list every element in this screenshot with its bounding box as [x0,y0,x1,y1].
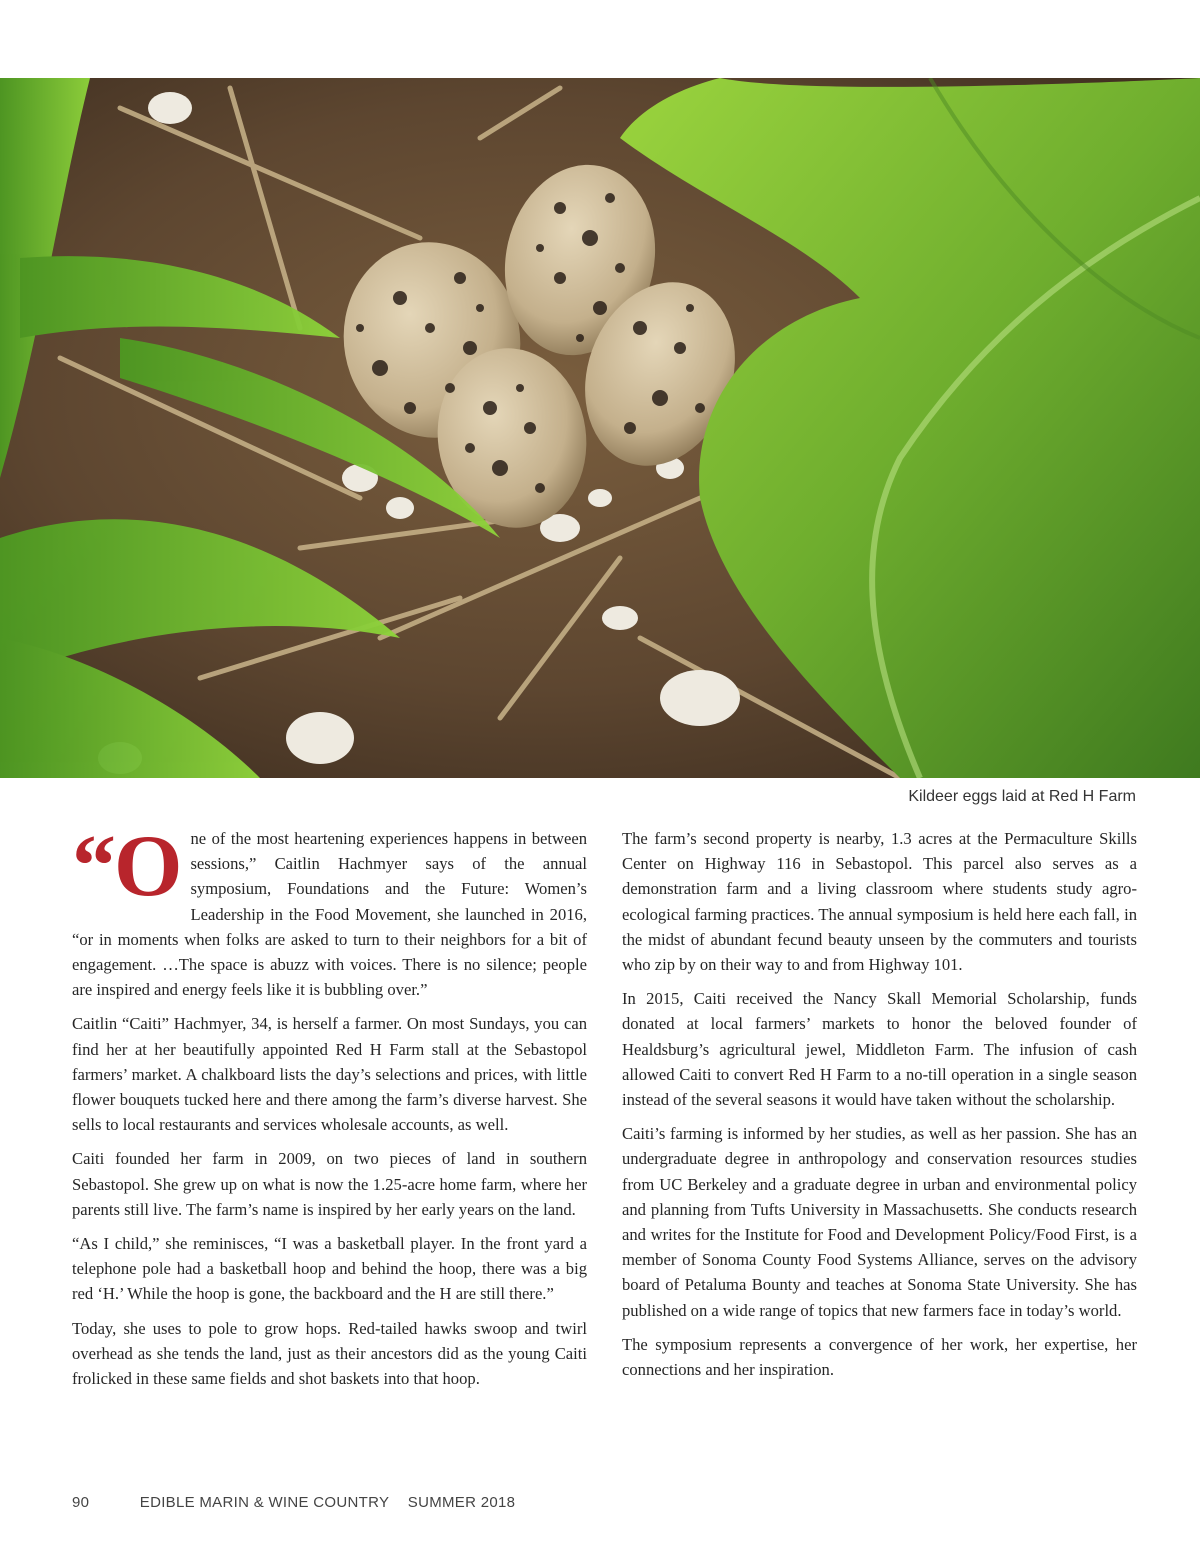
article-paragraph: “As I child,” she reminisces, “I was a basketball player. In the front yard a telephone pole had a basketball hoop and behind the hoop, there was a big red ‘H.’ While the hoop is gone, the backboard and the H are still there.” [72,1234,587,1304]
article-paragraph: The symposium represents a convergence of her work, her expertise, her connections and her inspiration. [622,1334,1137,1380]
article-paragraph: Caiti’s farming is informed by her studies, as well as her passion. She has an undergraduate degree in anthropology and conservation resources studies from UC Berkeley and a graduate degree in urban and environmental policy and planning from Tufts University in Massachusetts. She conducts research and writes for the Institute for Food and Development Policy/Food First, is a member of Sonoma County Food Systems Alliance, serves on the advisory board of Petaluma Bounty and teaches at Sonoma State University. She has published on a wide range of topics that new farmers face in today’s world. [622,1124,1137,1320]
article-paragraph: Caiti founded her farm in 2009, on two pieces of land in southern Sebastopol. She grew up on what is now the 1.25-acre home farm, where her parents still live. The farm’s name is inspired by her early years on the land. [72,1149,587,1219]
article-column-left [72,818,587,1400]
publication-name: EDIBLE MARIN & WINE COUNTRY [139,1494,390,1511]
issue-date: SUMMER 2018 [407,1494,516,1511]
photo-caption: Kildeer eggs laid at Red H Farm [908,788,1136,805]
article-paragraph: The farm’s second property is nearby, 1.3 acres at the Permaculture Skills Center on Highway 116 in Sebastopol. This parcel also serves as a demonstration farm and a living classroom where students study agro-ecological farming practices. The annual symposium is held here each fall, in the midst of abundant fecund beauty unseen by the commuters and tourists who zip by on their way to and from Highway 101. [622,829,1137,975]
nest-illustration [0,78,1200,778]
drop-cap: “O [72,818,181,915]
hero-photo [0,78,1200,778]
article-paragraph: Caitlin “Caiti” Hachmyer, 34, is herself a farmer. On most Sundays, you can find her at her beautifully appointed Red H Farm stall at the Sebastopol farmers’ market. A chalkboard lists the day’s selections and prices, with little flower bouquets tucked here and there among the farm’s diverse harvest. She sells to local restaurants and services wholesale accounts, as well. [72,1014,587,1135]
article-paragraph: In 2015, Caiti received the Nancy Skall Memorial Scholarship, funds donated at local farmers’ markets to honor the beloved founder of Healdsburg’s agricultural jewel, Middleton Farm. The infusion of cash allowed Caiti to convert Red H Farm to a no-till operation in a single season instead of the several seasons it would have taken without the scholarship. [622,989,1137,1110]
article-paragraph: Today, she uses to pole to grow hops. Red-tailed hawks swoop and twirl overhead as she tends the land, just as their ancestors did as the young Caiti frolicked in these same fields and shot baskets into that hoop. [72,1318,587,1389]
article-paragraph [72,818,587,1002]
paragraph-text: ne of the most heartening experiences happens in between sessions,” Caitlin Hachmyer says of the annual symposium, Foundations and the Future: Women’s Leadership in the Food Movement, she launched in 2016, “or in moments when folks are asked to turn to their neighbors for a bit of engagement. …The space is abuzz with voices. There is no silence; people are inspired and energy feels like it is bubbling over.” [72,829,587,1000]
article-column-right [622,826,1137,1391]
page-number: 90 [72,1494,90,1511]
page-footer [72,1494,515,1511]
